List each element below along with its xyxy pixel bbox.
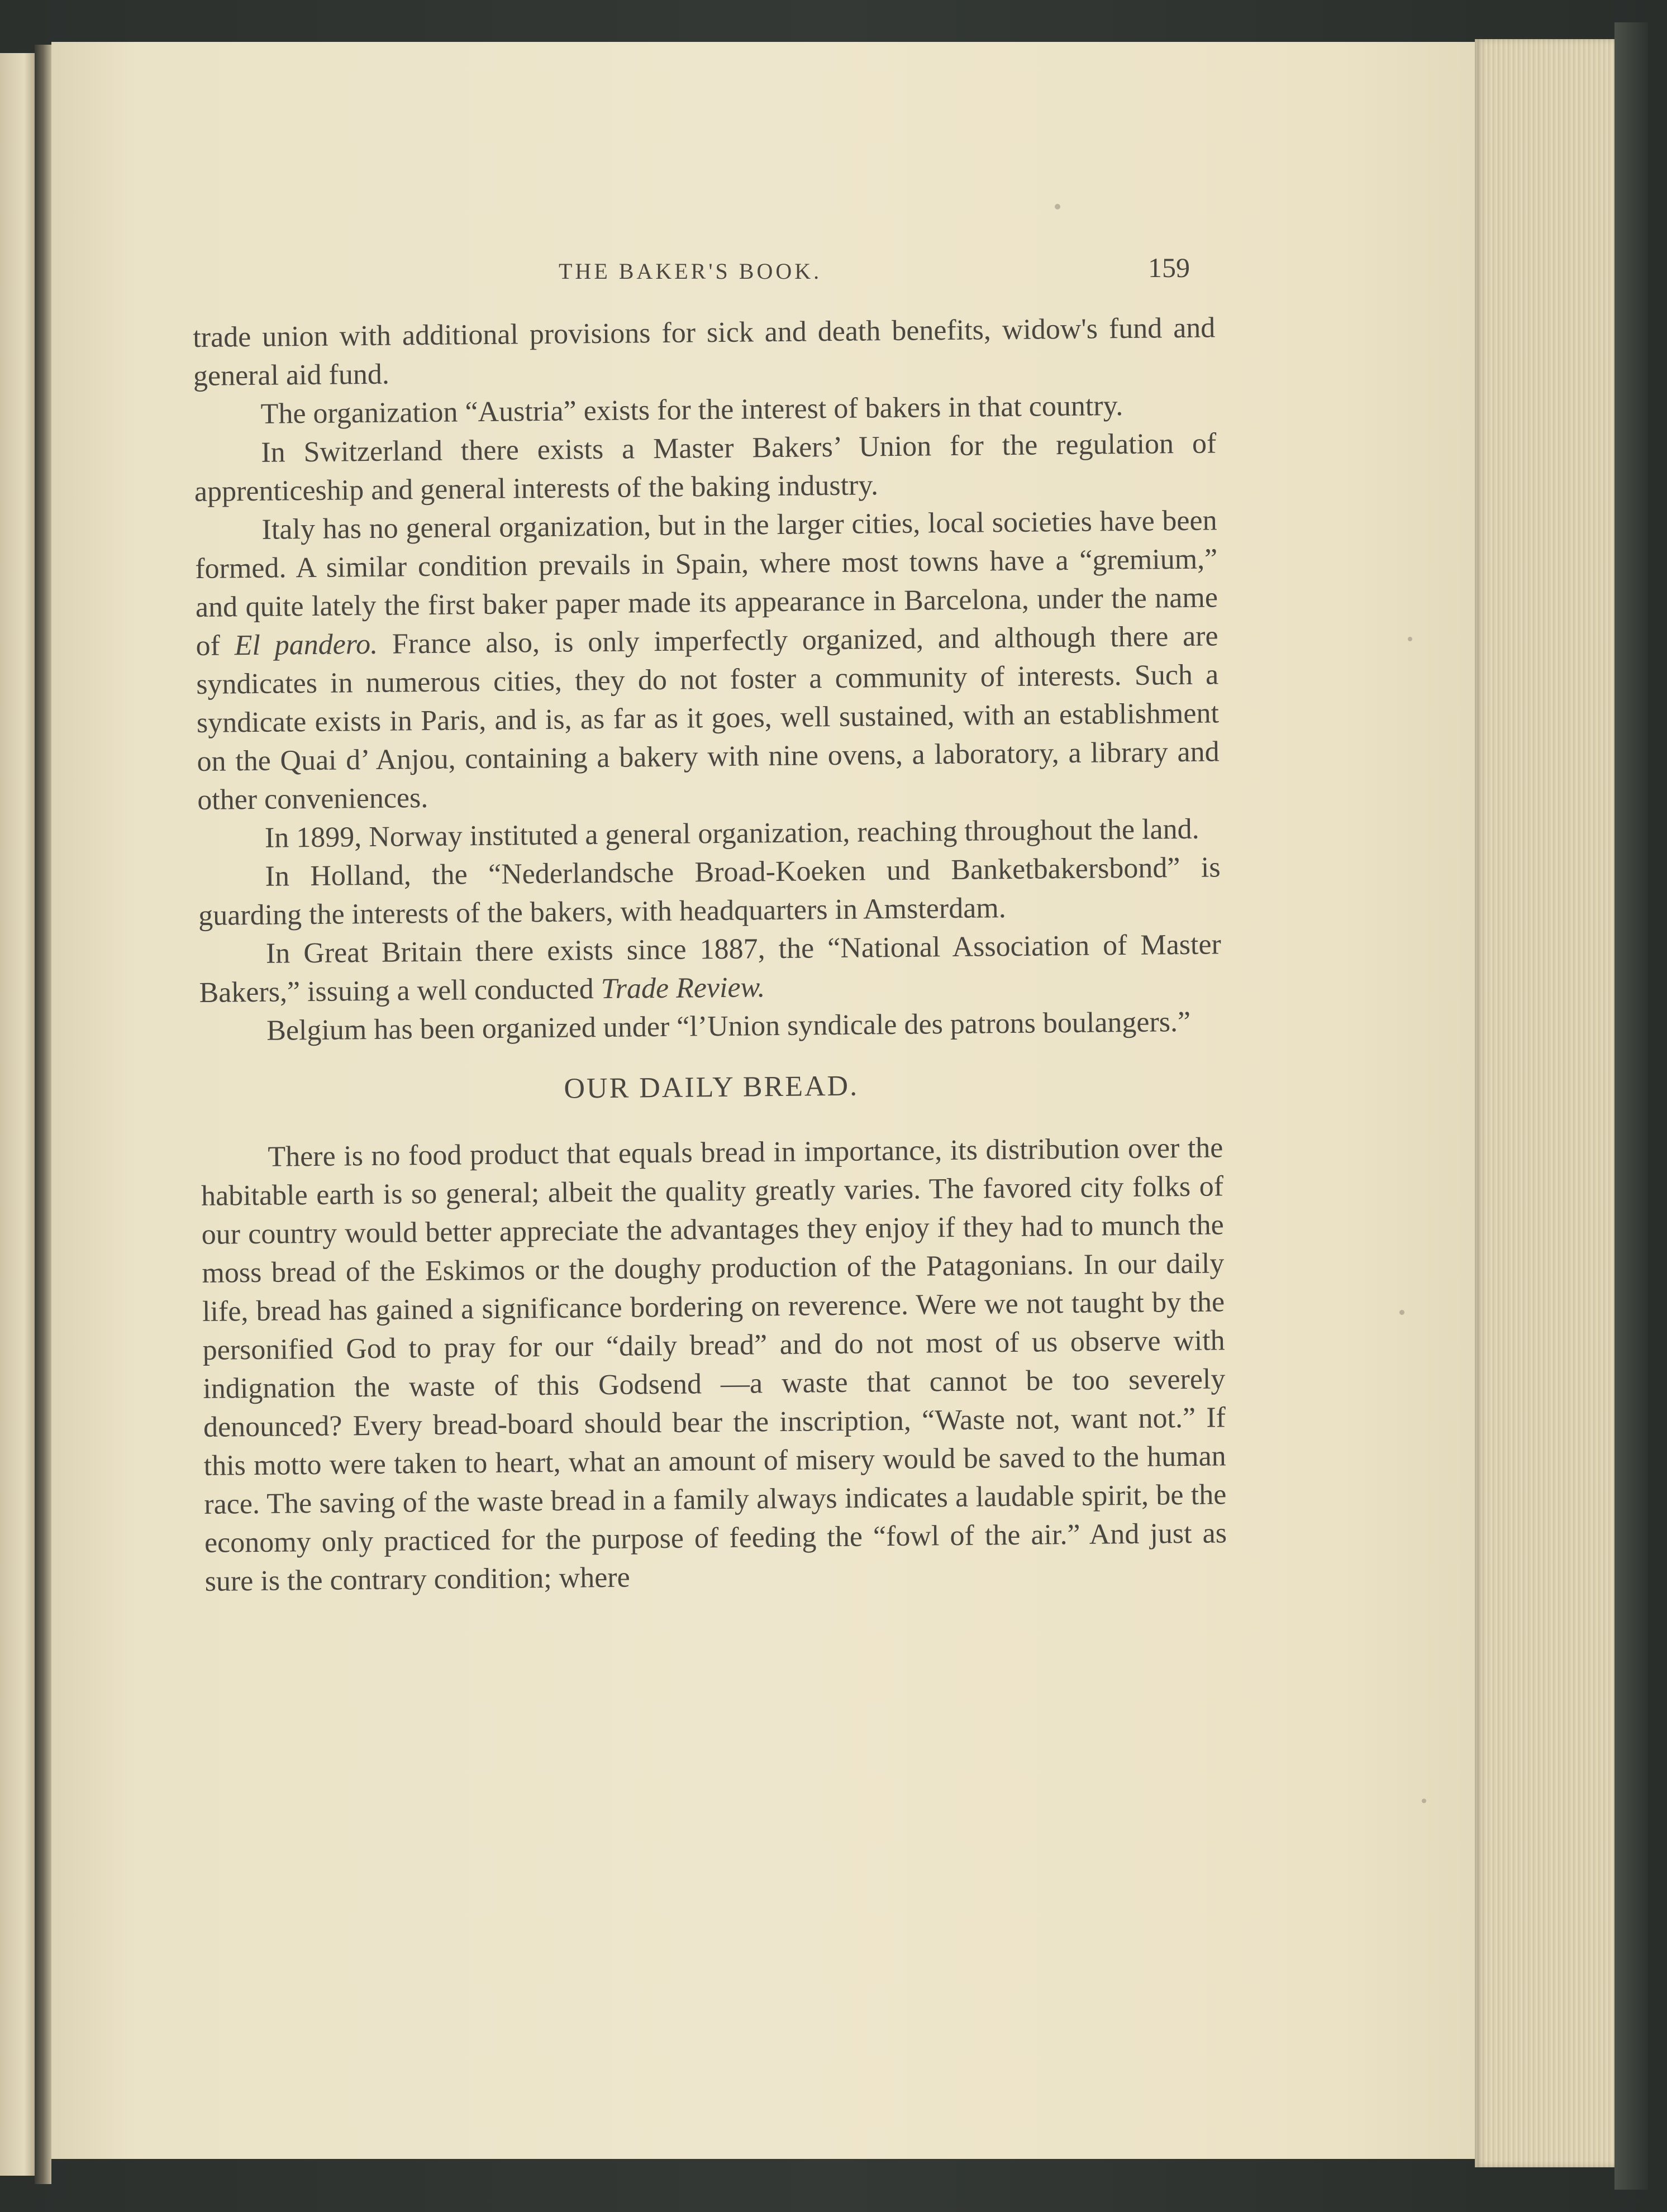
italic-text: El pandero. bbox=[234, 628, 378, 662]
paragraph bbox=[194, 501, 1220, 819]
back-cover-edge bbox=[1614, 22, 1648, 2190]
paragraph bbox=[194, 424, 1217, 511]
section-paragraphs bbox=[201, 1128, 1227, 1601]
page-number: 159 bbox=[1148, 252, 1190, 283]
text-run: Belgium has been organized under “l’Union syndicale des patrons boulangers.” bbox=[266, 1005, 1191, 1047]
text-run: France also, is only imperfectly organized, and although there are syndicates in numerous cities, they do not foster a community of interests. Such a syndicate exists in Paris, and is, as far as it goes, well sustained, with an establishment on the Quai d’ Anjou, containing a bakery with nine ovens, a laboratory, a library and other conveniences. bbox=[196, 620, 1220, 816]
text-run: In Holland, the “Nederlandsche Broad-Koeken und Banketbakersbond” is guarding the interests of the bakers, with headquarters in Amsterdam. bbox=[198, 851, 1221, 932]
paragraphs bbox=[193, 308, 1222, 1051]
paragraph bbox=[198, 848, 1221, 935]
text-run: In Switzerland there exists a Master Bakers’ Union for the regulation of apprenticeship and general interests of the baking industry. bbox=[194, 427, 1217, 508]
paper-speck bbox=[1399, 1310, 1404, 1315]
paragraph bbox=[199, 925, 1222, 1012]
book-gutter bbox=[35, 45, 51, 2184]
running-head-title: THE BAKER'S BOOK. bbox=[559, 259, 822, 284]
text-run: In Great Britain there exists since 1887, the “National Association of Master Bakers,” issuing a well conducted bbox=[199, 928, 1222, 1009]
paragraph bbox=[201, 1128, 1227, 1601]
page-edges bbox=[1475, 39, 1614, 2167]
text-run: Italy has no general organization, but in the larger cities, local societies have been formed. A similar condition prevails in Spain, where most towns have a “gremium,” and quite lately the first baker paper made its appearance in Barcelona, under the name of bbox=[195, 504, 1218, 662]
text-run: There is no food product that equals bread in importance, its distribution over the habitable earth is so general; albeit the quality greatly varies. The favored city folks of our country would better appreciate the advantages they enjoy if they had to munch the moss bread of the Eskimos or the doughy production of the Patagonians. In our daily life, bread has gained a significance bordering on reverence. Were we not taught by the personified God to pray for our “daily bread” and do not most of us observe with indignation the waste of this Godsend —a waste that cannot be too severely denounced? Every bread-board should bear the inscription, “Waste not, want not.” If this motto were taken to heart, what an amount of misery would be saved to the human race. The saving of the waste bread in a family always indicates a laudable spirit, be the economy only practiced for the purpose of feeding the “fowl of the air.” And just as sure is the contrary condition; where bbox=[201, 1132, 1227, 1598]
left-page-edge bbox=[0, 53, 35, 2176]
paper-speck bbox=[1055, 204, 1060, 209]
text-run: In 1899, Norway instituted a general organization, reaching throughout the land. bbox=[264, 813, 1199, 854]
italic-text: Trade Review. bbox=[601, 971, 765, 1005]
section-heading: OUR DAILY BREAD. bbox=[564, 1070, 859, 1105]
paper-speck bbox=[1422, 1799, 1426, 1803]
paper-speck bbox=[1408, 637, 1412, 641]
text-run: The organization “Austria” exists for the interest of bakers in that country. bbox=[260, 390, 1123, 430]
paragraph bbox=[193, 308, 1216, 395]
running-head bbox=[184, 251, 1218, 290]
body-text bbox=[193, 308, 1227, 1600]
text-run: trade union with additional provisions for sick and death benefits, widow's fund and general aid fund. bbox=[193, 312, 1216, 392]
